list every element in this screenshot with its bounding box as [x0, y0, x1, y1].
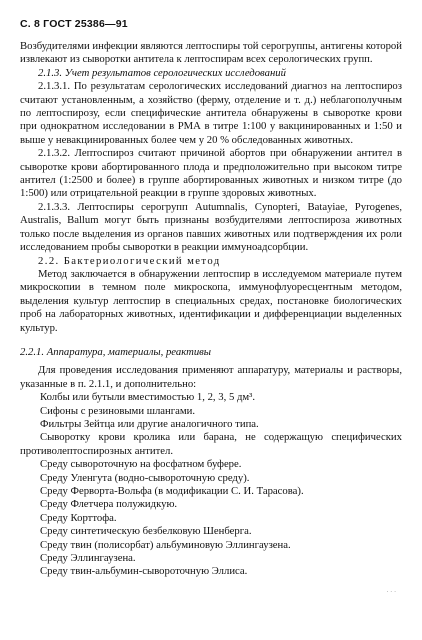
section-heading-2-2: 2.2. Бактериологический метод: [38, 254, 221, 267]
paragraph-method-description: Метод заключается в обнаружении лептоспир в исследуемом материале путем микроскопии в темном поле микроскопа, иммунофлуоресцентным методом, выделения культур лептоспир в специальных средах, постановке биологических проб на лабораторных животных, идентификации и дифференциации выделенных культур.: [20, 267, 402, 334]
list-item: Среду Эллингаузена.: [40, 552, 136, 565]
materials-list: [20, 391, 402, 579]
list-item: Среду Уленгута (водно-сывороточную среду).: [40, 471, 250, 484]
paragraph-pathogens: Возбудителями инфекции являются лептоспиры той серогруппы, антигены которой извлекают из сыворотки антитела к лептоспирам всех серологических групп.: [20, 40, 402, 66]
scan-mark: · · ·: [386, 589, 396, 596]
paragraph-intro: Для проведения исследования применяют аппаратуру, материалы и растворы, указанные в п. 2.1.1, и дополнительно:: [20, 364, 402, 390]
paragraph-2-1-3-1: 2.1.3.1. По результатам серологических исследований диагноз на лептоспироз считают установленным, а хозяйство (ферму, отделение и т. д.) неблагополучным по лептоспирозу, если специфические антитела обнаружены в сыворотке крови при однократном исследовании в РМА в титре 1:100 у вакцинированных и 1:50 и выше у невакцинированных более чем у 20 % обследованных животных.: [20, 80, 402, 146]
list-item: Среду твин (полисорбат) альбуминовую Эллингаузена.: [40, 538, 291, 551]
section-heading-2-1-3: 2.1.3. Учет результатов серологических исследований: [38, 66, 286, 79]
list-item: Среду синтетическую безбелковую Шенберга.: [40, 525, 252, 538]
list-item: Среду Корттофа.: [40, 511, 117, 524]
paragraph-2-1-3-3: 2.1.3.3. Лептоспиры серогрупп Autumnalis, Cynopteri, Batayiae, Pyrogenes, Australis, Ballum могут быть признаны возбудителями лептоспироза животных только после выделения из органов павших животных или подтверждения их роли исследованием пробы сыворотки в реакции иммуноадсорбции.: [20, 200, 402, 254]
paragraph-2-1-3-2: 2.1.3.2. Лептоспироз считают причиной абортов при обнаружении антител в сыворотке крови абортированного плода и предположительно при высоком титре антител (1:2500 и более) в группе абортированных животных и низком титре (до 1:500) или отрицательной реакции в группе здоровых животных.: [20, 147, 402, 200]
document-body: [20, 40, 402, 579]
list-item: Сифоны с резиновыми шлангами.: [40, 404, 196, 417]
list-item: Сыворотку крови кролика или барана, не содержащую специфических противолептоспирозных антител.: [20, 431, 402, 457]
list-item: Фильтры Зейтца или другие аналогичного типа.: [40, 417, 259, 430]
list-item: Среду Ферворта-Вольфа (в модификации С. И. Тарасова).: [40, 485, 304, 497]
list-item: Среду сывороточную на фосфатном буфере.: [40, 458, 242, 471]
list-item: Среду твин-альбумин-сывороточную Эллиса.: [40, 565, 248, 578]
list-item: Колбы или бутыли вместимостью 1, 2, 3, 5 дм³.: [40, 391, 256, 404]
section-heading-2-2-1: 2.2.1. Аппаратура, материалы, реактивы: [20, 345, 212, 358]
page-header: С. 8 ГОСТ 25386—91: [20, 18, 128, 30]
list-item: Среду Флетчера полужидкую.: [40, 498, 178, 511]
